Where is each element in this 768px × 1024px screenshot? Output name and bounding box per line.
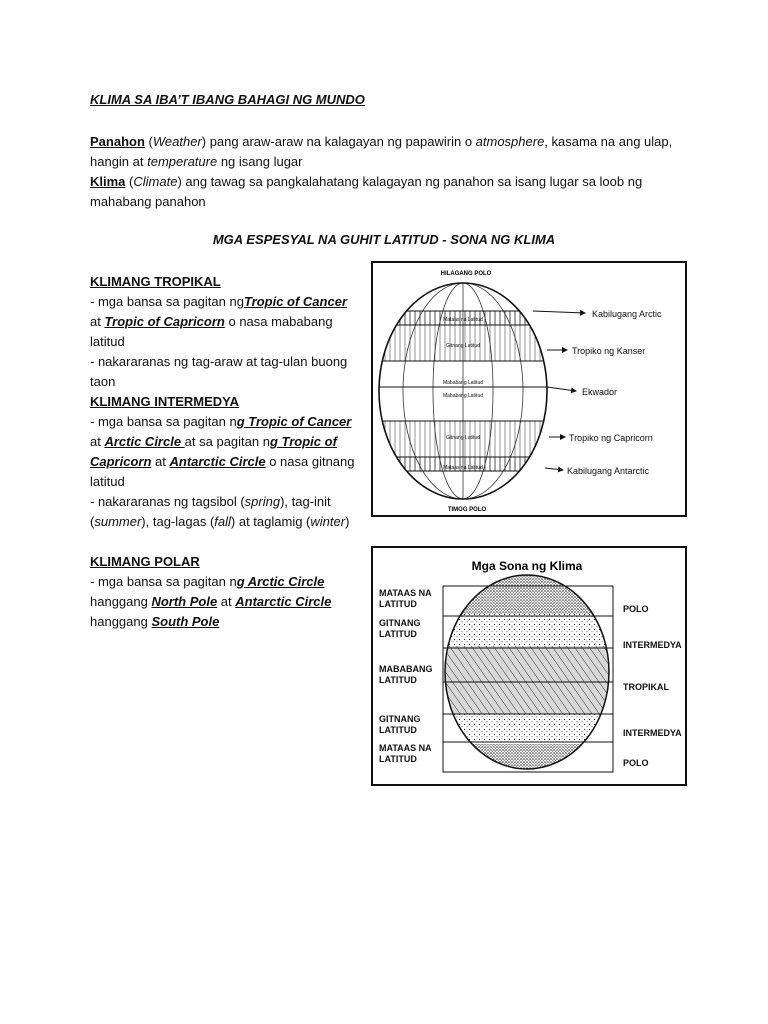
globe-label-arctic: Kabilugang Arctic — [592, 309, 662, 319]
section-tropikal — [90, 272, 358, 392]
climate-zones-figure — [371, 546, 687, 786]
term-panahon: Panahon — [90, 134, 145, 149]
section-polar — [90, 552, 358, 632]
tropikal-line-1: - mga bansa sa pagitan ngTropic of Cancer at Tropic of Capricorn o nasa mababang latitud — [90, 294, 347, 349]
svg-text:GITNANGLATITUD: GITNANG LATITUD — [379, 714, 421, 735]
svg-text:TROPIKAL: TROPIKAL — [623, 682, 669, 692]
svg-text:MATAAS NALATITUD: MATAAS NA LATITUD — [379, 743, 432, 764]
zones-title: Mga Sona ng Klima — [471, 559, 583, 573]
globe-inner-label-6: Mataas na Latitud — [443, 465, 483, 471]
section-intermedya — [90, 392, 358, 532]
globe-inner-label-1: Mataas na Latitud — [443, 317, 483, 323]
definition-panahon: Panahon (Weather) pang araw-araw na kalagayan ng papawirin o atmosphere, kasama na ang ulap, hangin at temperature ng isang lugar — [90, 134, 673, 169]
svg-text:GITNANGLATITUD: GITNANG LATITUD — [379, 618, 421, 639]
climate-zones-svg — [373, 548, 685, 784]
page-title: KLIMA SA IBA’T IBANG BAHAGI NG MUNDO — [90, 92, 365, 107]
svg-text:POLO: POLO — [623, 758, 649, 768]
svg-text:INTERMEDYA: INTERMEDYA — [623, 728, 682, 738]
definition-klima: Klima (Climate) ang tawag sa pangkalahatang kalagayan ng panahon sa isang lugar sa loob ng mahabang panahon — [90, 174, 643, 209]
heading-tropikal: KLIMANG TROPIKAL — [90, 274, 221, 289]
zones-left-labels — [379, 588, 433, 764]
globe-label-antarctic: Kabilugang Antarctic — [567, 466, 650, 476]
tropikal-line-2: - nakararanas ng tag-araw at tag-ulan buong taon — [90, 354, 348, 389]
svg-text:MABABANGLATITUD: MABABANG LATITUD — [379, 664, 433, 685]
globe-inner-label-2: Gitnang Latitud — [446, 343, 480, 349]
section-subtitle: MGA ESPESYAL NA GUHIT LATITUD - SONA NG KLIMA — [212, 232, 556, 247]
globe-inner-label-5: Gitnang Latitud — [446, 435, 480, 441]
polar-line-1: - mga bansa sa pagitan ng Arctic Circle hanggang North Pole at Antarctic Circle hanggang South Pole — [90, 574, 332, 629]
term-klima: Klima — [90, 174, 126, 189]
globe-label-cancer: Tropiko ng Kanser — [572, 346, 646, 356]
intermedya-line-2: - nakararanas ng tagsibol (spring), tag-init (summer), tag-lagas (fall) at taglamig (winter) — [90, 494, 350, 529]
globe-label-north-pole: HILAGANG POLO — [440, 271, 492, 277]
zones-right-labels — [623, 604, 682, 768]
globe-label-capricorn: Tropiko ng Capricorn — [569, 433, 653, 443]
globe-inner-label-3: Mababang Latitud — [442, 380, 484, 386]
globe-inner-label-4: Mababang Latitud — [442, 393, 484, 399]
svg-text:MATAAS NALATITUD: MATAAS NA LATITUD — [379, 588, 432, 609]
globe-label-south-pole: TIMOG POLO — [447, 507, 487, 513]
latitude-globe-figure — [371, 261, 687, 517]
definitions — [90, 132, 690, 212]
svg-text:POLO: POLO — [623, 604, 649, 614]
globe-label-equator: Ekwador — [582, 387, 618, 397]
heading-polar: KLIMANG POLAR — [90, 554, 200, 569]
intermedya-line-1: - mga bansa sa pagitan ng Tropic of Cancer at Arctic Circle at sa pagitan ng Tropic of Capricorn at Antarctic Circle o nasa gitnang latitud — [90, 414, 355, 489]
svg-text:INTERMEDYA: INTERMEDYA — [623, 640, 682, 650]
zone-bands — [433, 574, 633, 774]
heading-intermedya: KLIMANG INTERMEDYA — [90, 394, 240, 409]
latitude-globe-svg — [373, 263, 685, 515]
